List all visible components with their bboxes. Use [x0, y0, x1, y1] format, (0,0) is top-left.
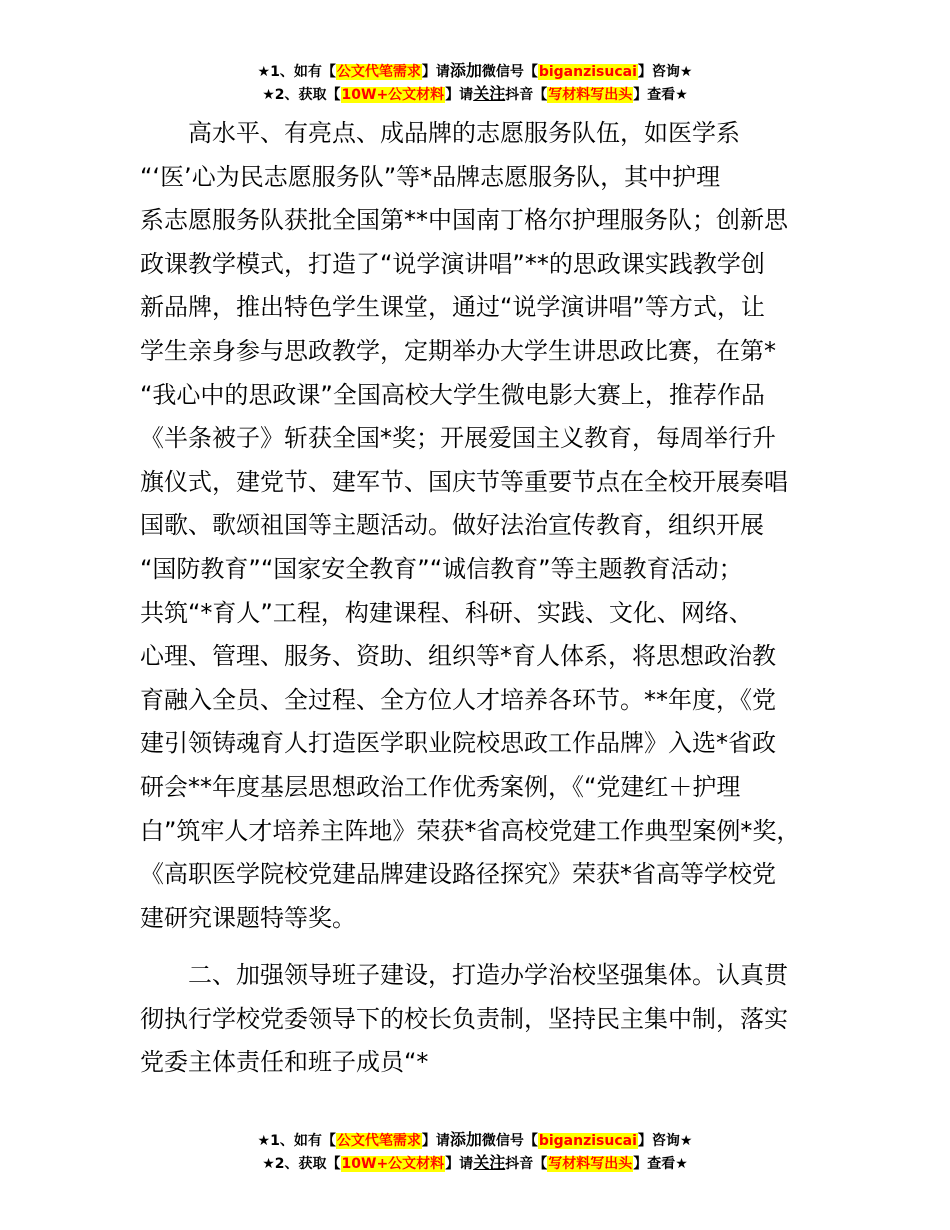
banner-highlight: 10W+公文材料 — [341, 1156, 445, 1172]
text-line: 《高职医学院校党建品牌建设路径探究》荣获*省高等学校党 — [140, 860, 776, 889]
banner-highlight: 公文代笔需求 — [336, 64, 421, 80]
banner-emphasis: 添加 — [449, 61, 482, 80]
banner-text: 】咨询★ — [637, 64, 693, 80]
text-line: 共筑“*育人”工程，构建课程、科研、实践、文化、网络、 — [140, 598, 753, 627]
banner-text: 抖音【 — [505, 87, 548, 103]
text-line: 党委主体责任和班子成员“* — [140, 1048, 429, 1077]
text-line: 二、加强领导班子建设，打造办学治校坚强集体。认真贯 — [188, 961, 788, 990]
banner-highlight: biganzisucai — [538, 1133, 637, 1149]
banner-emphasis: 添加 — [449, 1130, 482, 1149]
banner-text: 】查看★ — [633, 1156, 688, 1172]
document-body — [140, 112, 812, 1085]
banner-text: ★1、如有【 — [257, 64, 336, 80]
text-line: 政课教学模式，打造了“说学演讲唱”**的思政课实践教学创 — [140, 249, 765, 278]
text-line: 建研究课题特等奖。 — [140, 903, 356, 932]
text-line: 国歌、歌颂祖国等主题活动。做好法治宣传教育，组织开展 — [140, 511, 764, 540]
header-banner — [0, 60, 950, 106]
banner-text: 微信号【 — [481, 64, 538, 80]
banner-text: 】请 — [421, 1133, 450, 1149]
banner-emphasis: 关注 — [473, 84, 506, 103]
banner-highlight: 10W+公文材料 — [341, 87, 445, 103]
text-line: 新品牌，推出特色学生课堂，通过“说学演讲唱”等方式，让 — [140, 293, 765, 322]
text-line: 建引领铸魂育人打造医学职业院校思政工作品牌》入选*省政 — [140, 729, 776, 758]
text-line: 育融入全员、全过程、全方位人才培养各环节。**年度，《党 — [140, 685, 776, 714]
text-line: 学生亲身参与思政教学，定期举办大学生讲思政比赛，在第* — [140, 336, 776, 365]
text-line: 研会**年度基层思想政治工作优秀案例，《“党建红＋护理 — [140, 772, 741, 801]
text-line: 白”筑牢人才培养主阵地》荣获*省高校党建工作典型案例*奖， — [140, 816, 801, 845]
banner-highlight: 公文代笔需求 — [336, 1133, 421, 1149]
banner-text: 抖音【 — [505, 1156, 548, 1172]
banner-text: ★1、如有【 — [257, 1133, 336, 1149]
text-line: “我心中的思政课”全国高校大学生微电影大赛上，推荐作品 — [140, 380, 765, 409]
footer-banner — [0, 1129, 950, 1175]
banner-line-2 — [0, 83, 950, 106]
text-line: 旗仪式，建党节、建军节、国庆节等重要节点在全校开展奏唱 — [140, 467, 788, 496]
paragraph-2 — [140, 954, 812, 1085]
banner-text: ★2、获取【 — [262, 87, 341, 103]
banner-highlight: 写材料写出头 — [548, 1156, 633, 1172]
banner-text: 】请 — [445, 87, 474, 103]
text-line: 心理、管理、服务、资助、组织等*育人体系，将思想政治教 — [140, 642, 776, 671]
banner-highlight: biganzisucai — [538, 64, 637, 80]
banner-text: ★2、获取【 — [262, 1156, 341, 1172]
text-line: 高水平、有亮点、成品牌的志愿服务队伍，如医学系 — [188, 119, 740, 147]
banner-line-1 — [0, 1129, 950, 1152]
banner-emphasis: 关注 — [473, 1153, 506, 1172]
banner-line-2 — [0, 1152, 950, 1175]
paragraph-1 — [140, 112, 812, 940]
text-line: “‘医’心为民志愿服务队”等*品牌志愿服务队，其中护理 — [140, 162, 721, 191]
banner-text: 】请 — [445, 1156, 474, 1172]
text-line: 《半条被子》斩获全国*奖；开展爱国主义教育，每周举行升 — [140, 424, 776, 453]
banner-highlight: 写材料写出头 — [548, 87, 633, 103]
banner-text: 】咨询★ — [637, 1133, 693, 1149]
banner-text: 】请 — [421, 64, 450, 80]
text-line: 系志愿服务队获批全国第**中国南丁格尔护理服务队；创新思 — [140, 206, 788, 235]
text-line: “国防教育”“国家安全教育”“诚信教育”等主题教育活动； — [140, 554, 743, 583]
banner-line-1 — [0, 60, 950, 83]
banner-text: 】查看★ — [633, 87, 688, 103]
banner-text: 微信号【 — [481, 1133, 538, 1149]
text-line: 彻执行学校党委领导下的校长负责制，坚持民主集中制，落实 — [140, 1004, 788, 1033]
